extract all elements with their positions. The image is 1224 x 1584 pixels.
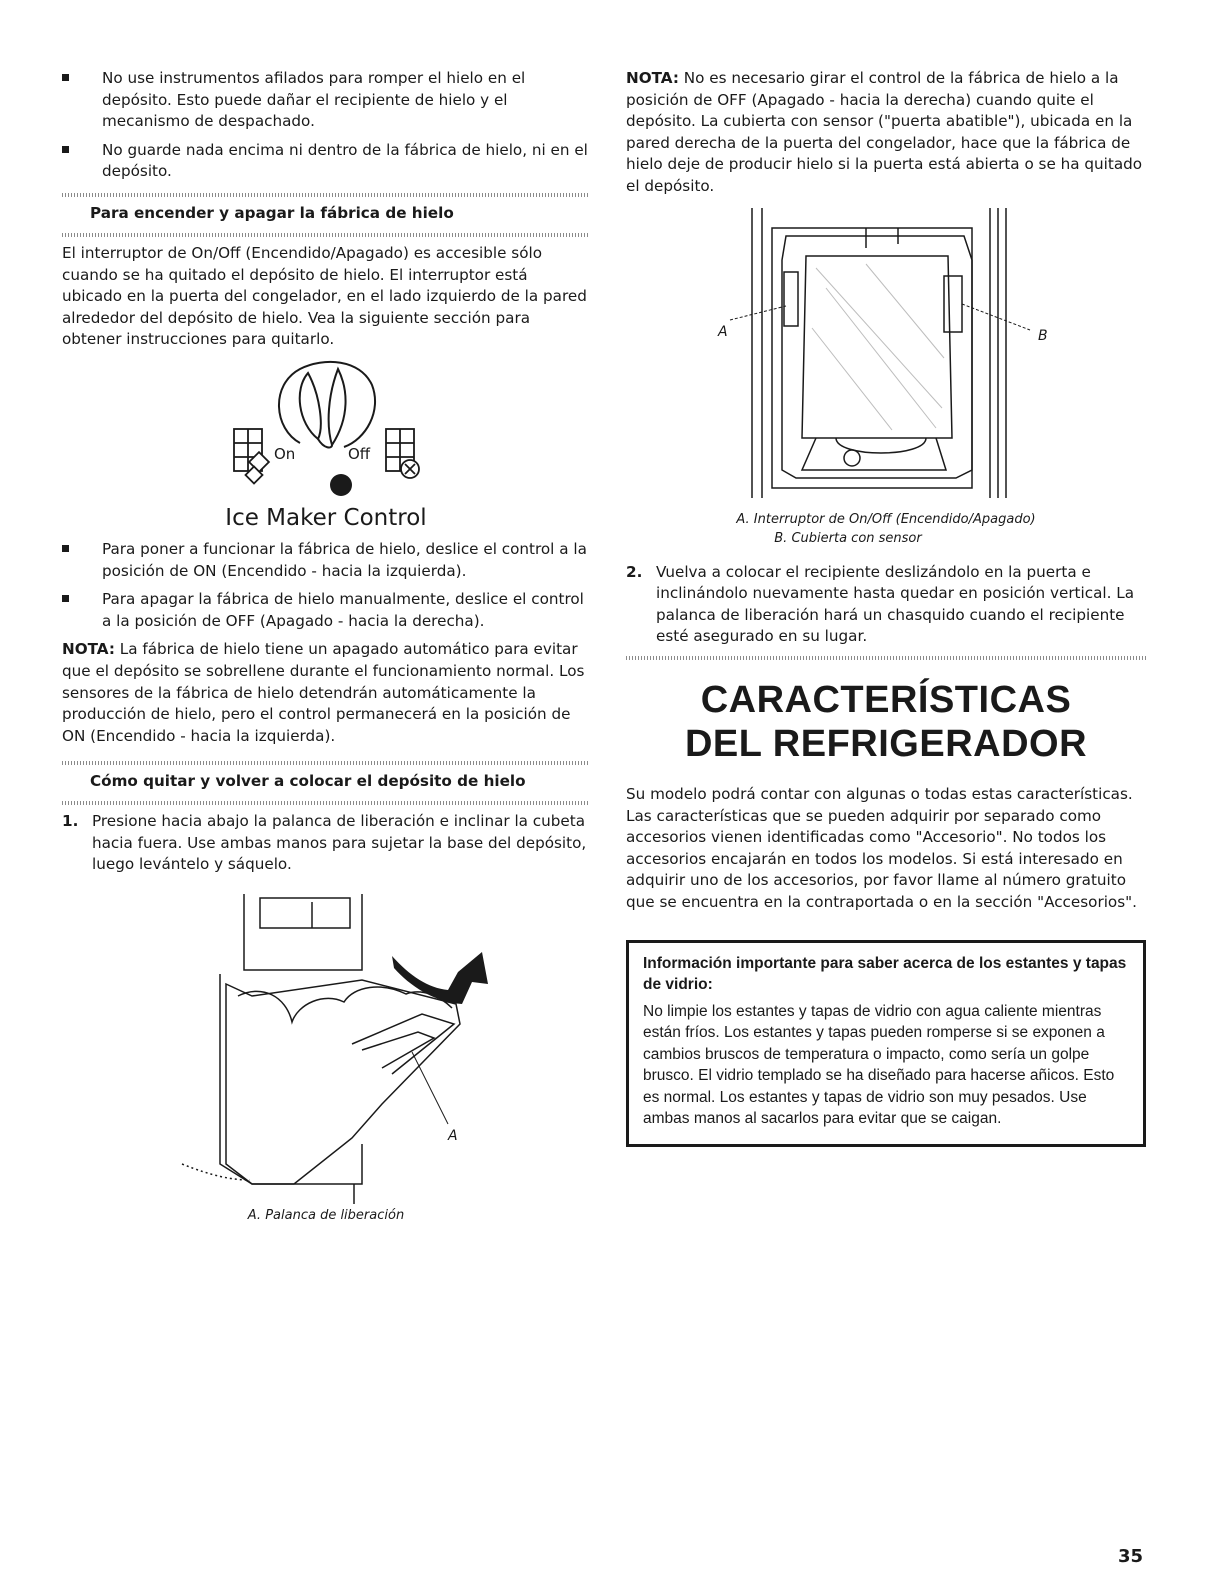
bin-removal-caption: A. Palanca de liberación: [247, 1208, 405, 1224]
note-label: NOTA:: [62, 640, 115, 659]
bullet-square-icon: [62, 595, 69, 602]
main-title-line-1: CARACTERÍSTICAS: [700, 678, 1072, 721]
caption-sensor-cover: B. Cubierta con sensor: [774, 530, 922, 546]
note-text: La fábrica de hielo tiene un apagado automático para evitar que el depósito se sobrellene durante el funcionamiento normal. Los sensores de la fábrica de hielo detendrán automáticamente la producción de hielo, pero el control permanecerá en la posición de ON (Encendido - hacia la izquierda).: [62, 640, 585, 745]
bullet-text: Para apagar la fábrica de hielo manualmente, deslice el control a la posición de OFF (Apagado - hacia la derecha).: [102, 590, 584, 630]
bullet-square-icon: [62, 74, 69, 81]
note-label: NOTA:: [626, 69, 679, 87]
step-2: [626, 562, 1146, 648]
leader-line-a: [730, 306, 786, 320]
ice-on-icon: [234, 429, 269, 483]
section-divider: [62, 193, 590, 197]
step-number: 1.: [62, 812, 79, 831]
bin-removal-figure: [62, 884, 590, 1204]
lift-arrow-icon: [392, 952, 488, 1004]
section-heading-on-off: Para encender y apagar la fábrica de hielo: [90, 203, 454, 222]
ice-maker-control-caption: Ice Maker Control: [225, 504, 427, 531]
on-off-paragraph: El interruptor de On/Off (Encendido/Apagado) es accesible sólo cuando se ha quitado el depósito de hielo. El interruptor está ubicado en la puerta del congelador, en el lado izquierdo de la pared alrededor del depósito de hielo. Vea la siguiente sección para obtener instrucciones para quitarlo.: [62, 243, 587, 349]
figure-label-a: A: [448, 1128, 458, 1145]
info-box-title: Información importante para saber acerca de los estantes y tapas de vidrio:: [643, 954, 1127, 993]
bullet-item: [62, 589, 590, 632]
page-number: 35: [1118, 1546, 1144, 1567]
bin-texture: [812, 264, 944, 430]
ice-bin-illustration: [182, 894, 460, 1204]
info-box-body: No limpie los estantes y tapas de vidrio con agua caliente mientras están fríos. Los estantes y tapas pueden romperse si se exponen a cambios bruscos de temperatura o impacto, como sería un golpe brusco. El vidrio templado se ha diseñado para hacerse añicos. Esto es normal. Los estantes y tapas de vidrio son muy pesados. Use ambas manos al sacarlos para evitar que se caigan.: [643, 1002, 1115, 1127]
bullet-item: [62, 68, 590, 133]
main-title-line-2: DEL REFRIGERADOR: [684, 722, 1088, 765]
freezer-door-figure: [626, 208, 1146, 508]
note-text: No es necesario girar el control de la fábrica de hielo a la posición de OFF (Apagado - hacia la derecha) cuando quite el depósito. La cubierta con sensor ("puerta abatible"), ubicada en la pared derecha de la puerta del congelador, hace que la fábrica de hielo deje de producir hielo si la puerta está abierta o se ha quitado el depósito.: [626, 69, 1143, 195]
section-divider: [62, 761, 590, 765]
step-text: Vuelva a colocar el recipiente deslizándolo en la puerta e inclinándolo nuevamente hasta quedar en posición vertical. La palanca de liberación hará un chasquido cuando el recipiente esté asegurado en su lugar.: [656, 562, 1135, 646]
caption-switch: A. Interruptor de On/Off (Encendido/Apagado): [736, 511, 1036, 527]
right-column: [626, 68, 1146, 1147]
left-column: [62, 68, 590, 1225]
glass-shelves-info-box: [626, 940, 1146, 1147]
ice-maker-control-figure: [62, 355, 590, 533]
freezer-door-illustration: [752, 208, 1006, 498]
bullet-item: [62, 539, 590, 582]
bullet-text: No use instrumentos afilados para romper el hielo en el depósito. Esto puede dañar el recipiente de hielo y el mecanismo de despachado.: [102, 69, 526, 131]
note-sensor-door: [626, 68, 1146, 198]
on-label: On: [274, 444, 296, 463]
bullet-square-icon: [62, 545, 69, 552]
step-1: [62, 811, 590, 876]
bullet-square-icon: [62, 146, 69, 153]
section-divider: [62, 801, 590, 805]
ice-off-icon: [386, 429, 419, 478]
step-number: 2.: [626, 562, 643, 581]
figure-label-a: A: [718, 323, 728, 340]
off-label: Off: [348, 444, 371, 463]
step-text: Presione hacia abajo la palanca de liberación e inclinar la cubeta hacia fuera. Use ambas manos para sujetar la base del depósito, luego levántelo y sáquelo.: [92, 812, 587, 874]
leader-line: [412, 1052, 448, 1124]
bullet-item: [62, 140, 590, 183]
bullet-text: No guarde nada encima ni dentro de la fábrica de hielo, ni en el depósito.: [102, 140, 588, 181]
note-auto-shutoff: [62, 639, 590, 747]
section-divider: [626, 656, 1146, 660]
section-divider: [62, 233, 590, 237]
bullet-text: Para poner a funcionar la fábrica de hielo, deslice el control a la posición de ON (Encendido - hacia la izquierda).: [102, 539, 587, 580]
features-intro-paragraph: Su modelo podrá contar con algunas o todas estas características. Las características que se pueden adquirir por separado como accesorios vienen identificadas como "Accesorio". No todos los accesorios encajarán en todos los modelos. Si está interesado en adquirir uno de los accesorios, por favor llame al número gratuito que se encuentra en la contraportada o en la sección "Accesorios".: [626, 784, 1137, 911]
control-indicator-dot-icon: [330, 474, 352, 496]
figure-label-b: B: [1038, 327, 1048, 344]
section-heading-remove-bin: Cómo quitar y volver a colocar el depósito de hielo: [90, 772, 526, 791]
control-dial-icon: [279, 362, 375, 448]
section-main-title: [626, 678, 1146, 766]
